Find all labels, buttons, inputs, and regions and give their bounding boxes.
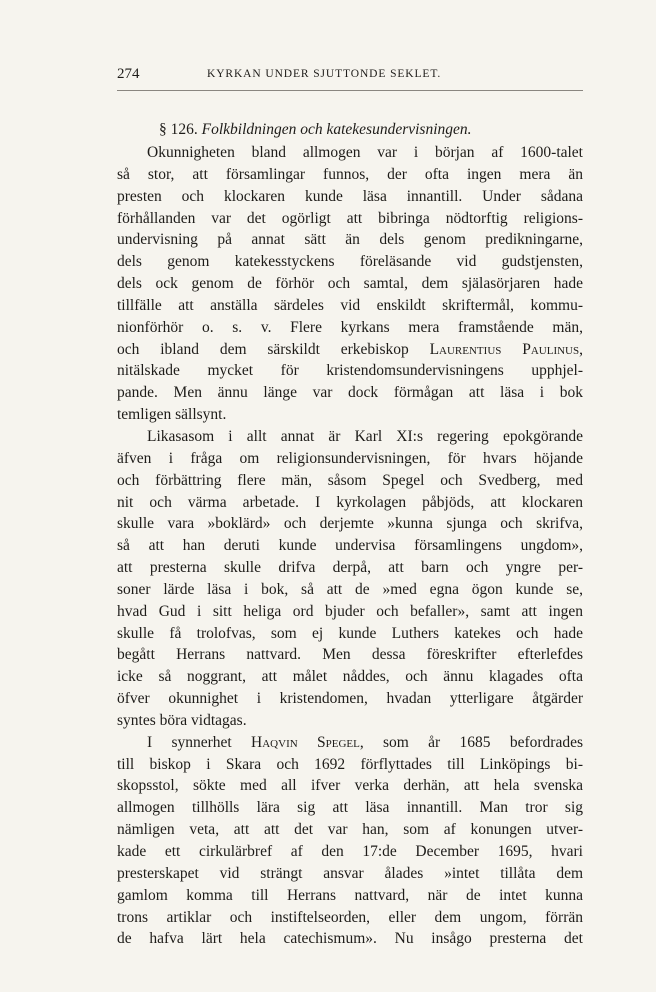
line-text: kade ett cirkulärbref af den 17:de December 1695, hvari — [117, 843, 583, 860]
text-line — [117, 535, 583, 557]
section-symbol: § — [159, 121, 167, 138]
text-line — [117, 710, 583, 732]
line-text: nitälskade mycket för kristendomsundervisningens upphjel- — [117, 362, 583, 380]
text-line — [117, 382, 583, 404]
text-line — [117, 666, 583, 688]
line-text: pande. Men ännu länge var dock förmågan att läsa i bok — [117, 384, 583, 402]
line-text-after: , — [579, 340, 583, 358]
line-text: äfven i fråga om religionsundervisningen, för hvars höjande — [117, 449, 583, 467]
running-head: KYRKAN UNDER SJUTTONDE SEKLET. — [207, 68, 442, 80]
line-text: presterskapet vid strängt ansvar ålades »intet tillåta dem — [117, 864, 583, 882]
line-text: och förbättring flere män, såsom Spegel och Svedberg, med — [117, 471, 583, 489]
person-name: Haqvin Spegel — [251, 733, 360, 751]
line-text: trons artiklar och instiftelseorden, eller dem ungom, förrän — [117, 908, 583, 926]
section-number: 126. — [170, 121, 198, 138]
body-text — [117, 118, 583, 950]
text-line — [117, 251, 583, 273]
section-heading — [117, 118, 583, 142]
text-line — [117, 448, 583, 470]
text-line — [117, 513, 583, 535]
text-line — [117, 273, 583, 295]
line-text: så att han deruti kunde undervisa församlingens ungdom», — [117, 537, 583, 555]
text-line — [117, 579, 583, 601]
text-line — [117, 426, 583, 448]
section-title: Folkbildningen och katekesundervisningen. — [201, 121, 472, 138]
text-line — [117, 688, 583, 710]
line-text-after: , som år 1685 befordrades — [359, 733, 583, 751]
text-line — [117, 208, 583, 230]
line-text: Likasasom i allt annat är Karl XI:s regering epokgörande — [147, 427, 583, 445]
text-line — [117, 404, 583, 426]
line-text: och ibland dem särskildt erkebiskop — [117, 340, 430, 358]
text-line — [117, 644, 583, 666]
text-line — [117, 470, 583, 492]
text-line — [117, 164, 583, 186]
line-text: förhållanden var det ogörligt att bibringa nödtorftig religions- — [117, 209, 583, 227]
line-text: I synnerhet — [147, 733, 252, 751]
text-line — [117, 601, 583, 623]
text-line — [117, 928, 583, 950]
text-line — [117, 295, 583, 317]
line-text: begått Herrans nattvard. Men dessa föreskrifter efterlefdes — [117, 646, 583, 664]
text-line — [117, 819, 583, 841]
line-text: temligen sällsynt. — [117, 406, 227, 424]
line-text: nit och värma arbetade. I kyrkolagen påbjöds, att klockaren — [117, 493, 583, 511]
text-line — [117, 775, 583, 797]
line-text: presten och klockaren kunde läsa innantill. Under sådana — [117, 187, 583, 205]
line-text: gamlom komma till Herrans nattvard, när de intet kunna — [117, 886, 583, 904]
line-text: icke så noggrant, att målet nåddes, och ännu klagades ofta — [117, 668, 583, 686]
text-line — [117, 863, 583, 885]
line-text: syntes böra vidtagas. — [117, 711, 247, 729]
text-line — [117, 841, 583, 863]
text-line — [117, 186, 583, 208]
text-line — [117, 797, 583, 819]
text-lines — [117, 142, 583, 950]
line-text: skopsstol, sökte med all ifver verka derhän, att hela svenska — [117, 777, 583, 795]
line-text: undervisning på annat sätt än dels genom predikningarne, — [117, 231, 583, 249]
line-text: allmogen tillhölls lära sig att läsa innantill. Man tror sig — [117, 799, 583, 817]
line-text: öfver okunnighet i kristendomen, hvadan ytterligare åtgärder — [117, 690, 583, 708]
line-text: dels ock genom de förhör och samtal, dem själasörjaren hade — [117, 275, 583, 293]
text-line — [117, 339, 583, 361]
text-line — [117, 317, 583, 339]
line-text: skulle få trolofvas, som ej kunde Luthers katekes och hade — [117, 624, 583, 642]
text-line — [117, 557, 583, 579]
text-line — [117, 492, 583, 514]
line-text: skulle vara »boklärd» och derjemte »kunna sjunga och skrifva, — [117, 515, 583, 533]
text-line — [117, 907, 583, 929]
line-text: att presterna skulle drifva derpå, att barn och yngre per- — [117, 559, 583, 577]
line-text: till biskop i Skara och 1692 förflyttades till Linköpings bi- — [117, 755, 583, 773]
text-line — [117, 754, 583, 776]
line-text: soner lärde läsa i bok, så att de »med egna ögon kunde se, — [117, 580, 583, 598]
line-text: nämligen veta, att att det var han, som af konungen utver- — [117, 821, 583, 839]
text-line — [117, 885, 583, 907]
header-rule — [117, 90, 583, 91]
line-text: dels genom katekesstyckens föreläsande vid gudstjensten, — [117, 253, 583, 271]
text-line — [117, 623, 583, 645]
line-text: så stor, att församlingar funnos, der ofta ingen mera än — [117, 165, 583, 183]
line-text: tillfälle att anställa särdeles vid enskildt skriftermål, kommu- — [117, 296, 583, 314]
line-text: hvad Gud i sitt heliga ord bjuder och befaller», samt att ingen — [117, 602, 583, 620]
page-number: 274 — [117, 66, 140, 82]
text-line — [117, 142, 583, 164]
text-line — [117, 360, 583, 382]
person-name: Laurentius Paulinus — [429, 340, 580, 358]
line-text: de hafva lärt hela catechismum». Nu insågo presterna det — [117, 930, 583, 948]
page-header — [117, 66, 583, 86]
text-line — [117, 732, 583, 754]
line-text: Okunnigheten bland allmogen var i början af 1600-talet — [147, 144, 583, 161]
text-line — [117, 229, 583, 251]
line-text: nionförhör o. s. v. Flere kyrkans mera framstående män, — [117, 318, 583, 336]
